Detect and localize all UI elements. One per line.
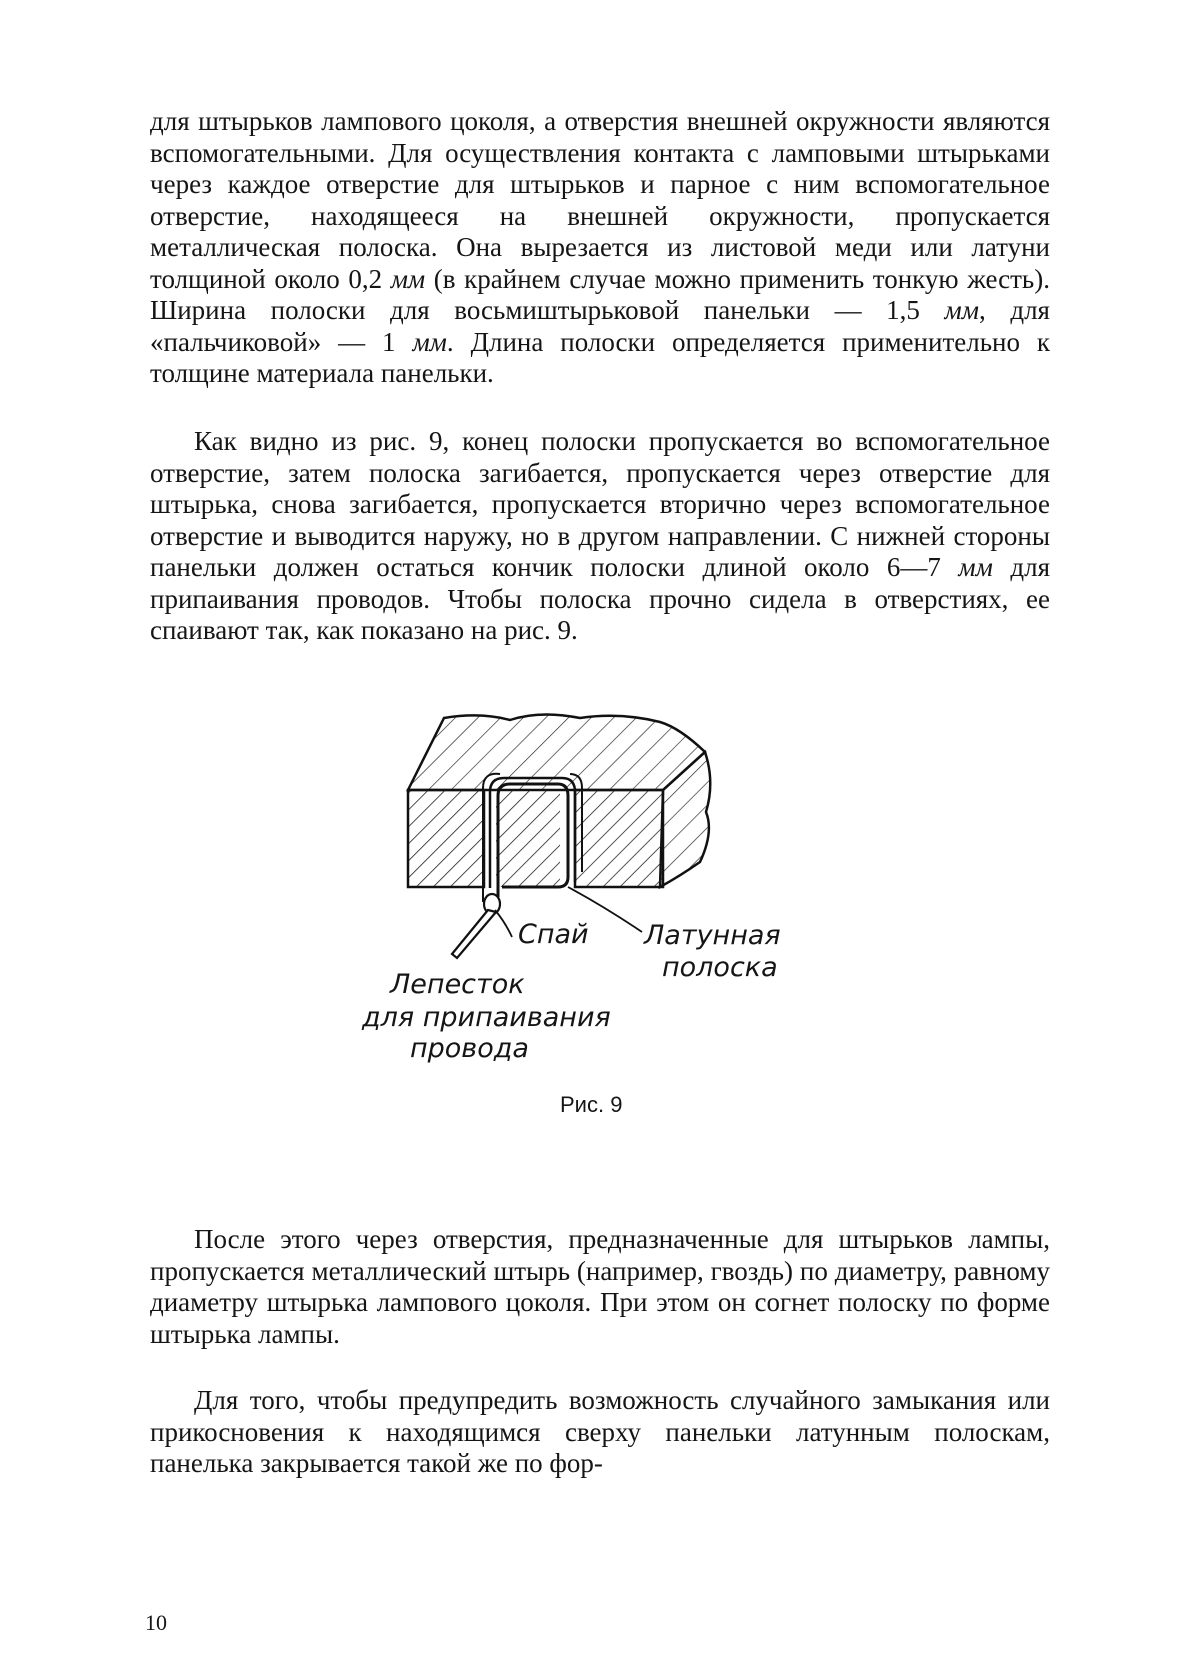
label-brass-strip-line2: полоска	[662, 953, 778, 983]
figure-9	[370, 712, 830, 1132]
label-solder: Спай	[518, 920, 589, 950]
paragraph-1-text-b: (в крайнем случае можно применить тонкую жесть). Ширина полоски для восьмиштырьковой панельки — 1,5	[150, 264, 1050, 326]
solder-petal	[452, 910, 496, 958]
label-brass-strip-line1: Латунная	[644, 921, 781, 951]
paragraph-1-text-d: . Длина полоски определяется применительно к толщине материала панельки.	[150, 327, 1050, 389]
label-petal-line3: провода	[410, 1034, 529, 1064]
leader-line-spai	[495, 910, 512, 937]
unit-mm: мм	[958, 552, 992, 582]
book-page	[0, 0, 1200, 1659]
label-petal-line1: Лепесток	[390, 970, 525, 1000]
panel-right-section	[575, 790, 663, 887]
unit-mm: мм	[391, 264, 425, 294]
paragraph-1-text-a: для штырьков лампового цоколя, а отверстия внешней окружности являются вспомогательными. Для осуществления контакта с ламповыми штырьками через каждое отверстие для штырьков и парное с ним вспомогательное отверстие, находящееся на внешней окружности, пропускается металлическая полоска. Она вырезается из листовой меди или латуни толщиной около 0,2	[150, 106, 1050, 294]
unit-mm: мм	[945, 295, 979, 325]
paragraph-2	[150, 426, 1050, 647]
figure-caption: Рис. 9	[560, 1092, 660, 1118]
paragraph-3: После этого через отверстия, предназначенные для штырьков лампы, пропускается металлический штырь (например, гвоздь) по диаметру, равному диаметру штырька лампового цоколя. При этом он согнет полоску по форме штырька лампы.	[150, 1224, 1050, 1350]
label-petal-line2: для припаивания	[362, 1003, 611, 1033]
paragraph-2-text-b: для припаивания проводов. Чтобы полоска прочно сидела в отверстиях, ее спаивают так, как показано на рис. 9.	[150, 552, 1050, 645]
unit-mm: мм	[412, 327, 446, 357]
paragraph-1-text-c: , для «пальчиковой» — 1	[150, 295, 1050, 357]
paragraph-1	[150, 106, 1050, 390]
paragraph-2-text-a: Как видно из рис. 9, конец полоски пропускается во вспомогательное отверстие, затем полоска загибается, пропускается через отверстие для штырька, снова загибается, пропускается вторично через вспомогательное отверстие и выводится наружу, но в другом направлении. С нижней стороны панельки должен остаться кончик полоски длиной около 6—7	[150, 426, 1050, 582]
panel-left-section	[408, 790, 484, 887]
panel-center-section	[496, 790, 560, 887]
page-number: 10	[145, 1610, 167, 1636]
paragraph-4: Для того, чтобы предупредить возможность случайного замыкания или прикосновения к находящимся сверху панельки латунным полоскам, панелька закрывается такой же по фор-	[150, 1385, 1050, 1480]
